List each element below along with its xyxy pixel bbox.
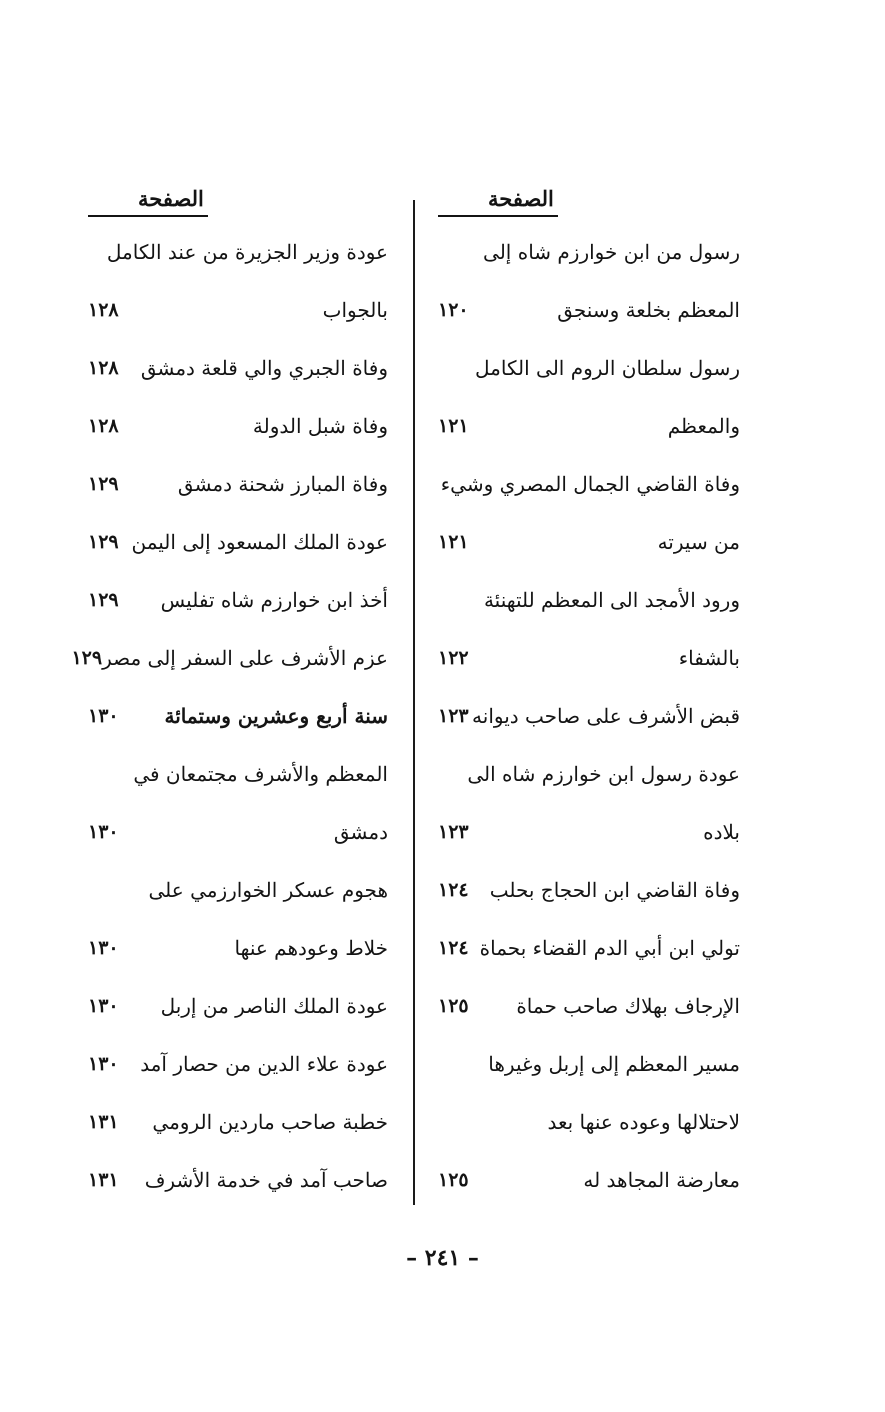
entry-page-number: ١٢١	[438, 531, 469, 553]
toc-entry	[438, 455, 740, 513]
entry-page-number: ١٢٤	[438, 937, 469, 959]
toc-lines	[438, 223, 740, 1209]
toc-entry	[88, 803, 388, 861]
toc-entry	[88, 861, 388, 919]
entry-title: دمشق	[333, 820, 388, 844]
entry-title: عزم الأشرف على السفر إلى مصر	[102, 646, 388, 670]
entry-page-number: ١٢٤	[438, 879, 469, 901]
toc-entry	[88, 1035, 388, 1093]
entry-page-number: ١٢٠	[438, 299, 469, 321]
toc-entry	[438, 687, 740, 745]
entry-page-number: ١٣٠	[88, 937, 119, 959]
entry-page-number: ١٢٢	[438, 647, 469, 669]
toc-entry	[438, 397, 740, 455]
entry-title: رسول سلطان الروم الى الكامل	[475, 356, 740, 380]
entry-title: الإرجاف بهلاك صاحب حماة	[516, 994, 740, 1018]
entry-title: تولي ابن أبي الدم القضاء بحماة	[479, 936, 740, 960]
entry-title: أخذ ابن خوارزم شاه تفليس	[160, 588, 388, 612]
page-number: – ٢٤١ –	[406, 1245, 479, 1271]
entry-page-number: ١٣٠	[88, 1053, 119, 1075]
entry-page-number: ١٢٣	[438, 705, 469, 727]
entry-page-number: ١٢٩	[71, 647, 103, 669]
toc-entry	[88, 1151, 388, 1209]
entry-page-number: ١٣١	[88, 1169, 119, 1191]
entry-title: عودة علاء الدين من حصار آمد	[140, 1052, 388, 1076]
toc-entry	[88, 571, 388, 629]
entry-page-number: ١٣١	[88, 1111, 119, 1133]
entry-title: قبض الأشرف على صاحب ديوانه	[472, 704, 740, 728]
entry-title: لاحتلالها وعوده عنها بعد	[547, 1110, 740, 1134]
toc-entry	[71, 629, 388, 687]
entry-title: خلاط وعودهم عنها	[234, 936, 388, 960]
entry-page-number: ١٢٨	[88, 357, 119, 379]
entry-page-number: ١٢١	[438, 415, 469, 437]
toc-entry	[88, 919, 388, 977]
toc-entry	[88, 339, 388, 397]
toc-entry	[88, 687, 388, 745]
entry-title: بالشفاء	[678, 646, 740, 670]
entry-page-number: ١٢٨	[88, 299, 119, 321]
entry-title: وفاة الجبري والي قلعة دمشق	[140, 356, 388, 380]
entry-title: مسير المعظم إلى إربل وغيرها	[488, 1052, 740, 1076]
toc-entry	[438, 977, 740, 1035]
entry-title: خطبة صاحب ماردين الرومي	[152, 1110, 388, 1134]
toc-entry	[438, 629, 740, 687]
entry-title: المعظم بخلعة وسنجق	[557, 298, 740, 322]
entry-page-number: ١٢٣	[438, 821, 469, 843]
toc-entry	[438, 1151, 740, 1209]
entry-page-number: ١٢٩	[88, 589, 119, 611]
column-header: الصفحة	[88, 175, 388, 223]
column-header: الصفحة	[438, 175, 740, 223]
entry-page-number: ١٣٠	[88, 995, 119, 1017]
entry-page-number: ١٣٠	[88, 821, 119, 843]
toc-entry	[88, 455, 388, 513]
toc-entry	[88, 1093, 388, 1151]
entry-title: وفاة المبارز شحنة دمشق	[177, 472, 388, 496]
entry-title: عودة الملك المسعود إلى اليمن	[131, 530, 388, 554]
entry-title: عودة الملك الناصر من إربل	[160, 994, 388, 1018]
entry-title: عودة رسول ابن خوارزم شاه الى	[467, 762, 740, 786]
entry-page-number: ١٢٩	[88, 531, 119, 553]
entry-title: رسول من ابن خوارزم شاه إلى	[483, 240, 740, 264]
toc-entry	[438, 919, 740, 977]
toc-entry	[438, 1035, 740, 1093]
toc-lines	[71, 223, 388, 1209]
toc-entry	[88, 513, 388, 571]
toc-entry	[88, 745, 388, 803]
entry-title: وفاة القاضي ابن الحجاج بحلب	[489, 878, 740, 902]
toc-column-left	[71, 175, 388, 1209]
entry-page-number: ١٢٥	[438, 995, 469, 1017]
entry-title: عودة وزير الجزيرة من عند الكامل	[106, 240, 388, 264]
entry-title: المعظم والأشرف مجتمعان في	[133, 762, 388, 786]
entry-title: ورود الأمجد الى المعظم للتهنئة	[483, 588, 740, 612]
entry-title: بلاده	[703, 820, 740, 844]
toc-entry	[438, 513, 740, 571]
toc-column-right	[438, 175, 740, 1209]
entry-title: والمعظم	[667, 414, 740, 438]
toc-entry	[88, 281, 388, 339]
entry-title: معارضة المجاهد له	[583, 1168, 740, 1192]
toc-entry	[438, 1093, 740, 1151]
entry-page-number: ١٣٠	[88, 705, 119, 727]
entry-title: من سيرته	[657, 530, 740, 554]
toc-entry	[88, 977, 388, 1035]
column-divider	[413, 200, 415, 1205]
toc-entry	[88, 397, 388, 455]
toc-entry	[438, 571, 740, 629]
entry-title: صاحب آمد في خدمة الأشرف	[144, 1168, 388, 1192]
entry-page-number: ١٢٥	[438, 1169, 469, 1191]
entry-page-number: ١٢٨	[88, 415, 119, 437]
toc-entry	[438, 281, 740, 339]
entry-page-number: ١٢٩	[88, 473, 119, 495]
entry-title: وفاة شبل الدولة	[252, 414, 388, 438]
entry-title: سنة أربع وعشرين وستمائة	[164, 704, 388, 728]
toc-entry	[438, 745, 740, 803]
toc-entry	[438, 339, 740, 397]
toc-entry	[438, 223, 740, 281]
toc-entry	[88, 223, 388, 281]
toc-entry	[438, 861, 740, 919]
entry-title: هجوم عسكر الخوارزمي على	[148, 878, 388, 902]
entry-title: بالجواب	[322, 298, 388, 322]
entry-title: وفاة القاضي الجمال المصري وشيء	[440, 472, 740, 496]
toc-entry	[438, 803, 740, 861]
